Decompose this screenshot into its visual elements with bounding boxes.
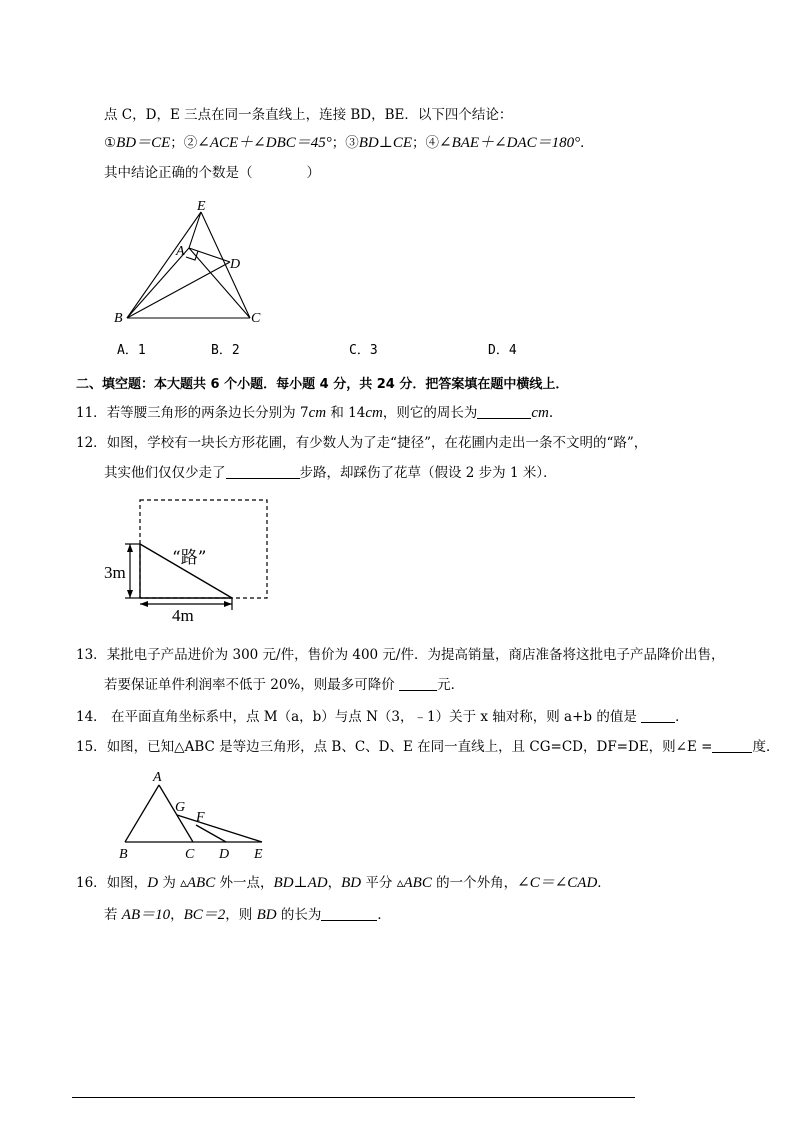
q10-m1: BD＝CE (116, 135, 171, 151)
fig10-label-C: C (251, 311, 261, 326)
q11-end: . (548, 405, 554, 421)
q13-text2-pre: 若要保证单件利润率不低于 20%，则最多可降价 (104, 677, 400, 693)
q13-text1: 某批电子产品进价为 300 元/件，售价为 400 元/件．为提高销量，商店准备将这批电子产品降价出售， (106, 647, 725, 663)
q11-mid: 和 14 (326, 405, 366, 421)
q10-option-b[interactable]: B．2 (211, 343, 240, 358)
section-heading: 二、填空题：本大题共 6 个小题．每小题 4 分，共 24 分．把答案填在题中横线上． (76, 377, 569, 392)
q11-pre: 若等腰三角形的两条边长分别为 7 (106, 405, 309, 421)
q16-t2h: ． (377, 907, 391, 923)
fig10-label-A: A (176, 244, 185, 259)
q10-circ3: ；③ (331, 135, 359, 151)
q16-t1b: D (147, 875, 159, 891)
q14-text-pre: 在平面直角坐标系中，点 M（a，b）与点 N（3，﹣1）关于 x 轴对称，则 a+b 的值是 (106, 709, 642, 725)
q16-t1e: 外一点， (215, 875, 274, 891)
q16-t2g: 的长为 (276, 907, 322, 923)
q10-text-line1: 点 C，D，E 三点在同一条直线上，连接 BD，BE．以下四个结论： (104, 107, 513, 123)
fig15-label-D: D (219, 847, 230, 862)
q16-t1k: 的一个外角， (431, 875, 518, 891)
fig15-label-G: G (175, 800, 186, 815)
fig10-label-B: B (114, 311, 123, 326)
q12-text2-post: 步路，却踩伤了花草（假设 2 步为 1 米）． (299, 465, 557, 481)
q15-num: 15． (76, 739, 107, 755)
fig15-label-E: E (254, 847, 263, 862)
q16-t2c: ， (170, 907, 184, 923)
fig15-label-B: B (119, 847, 128, 862)
fig10-label-E: E (197, 199, 206, 214)
q10-option-c[interactable]: C．3 (349, 343, 378, 358)
fig12-road-label: “路” (172, 548, 207, 568)
q10-circ4: ；④ (412, 135, 440, 151)
q11-post: ，则它的周长为 (382, 405, 478, 421)
fig15-label-C: C (185, 847, 195, 862)
q13-text2-post: 元． (437, 677, 465, 693)
q13-num: 13． (76, 647, 107, 663)
fig10-label-D: D (230, 257, 241, 272)
q16-t1c: 为 ▵ (158, 875, 187, 891)
q16-t1d: ABC (186, 875, 216, 891)
q16-answer-blank[interactable] (321, 906, 377, 921)
q10-m2: ∠ACE＋∠DBC＝45° (197, 135, 332, 151)
q11-unit3: cm (531, 405, 549, 421)
fig12-3m: 3m (104, 563, 126, 582)
footer-rule (72, 1097, 635, 1098)
q16-t2e: ，则 (225, 907, 257, 923)
q10-option-a[interactable]: A．1 (117, 343, 146, 358)
q12-num: 12． (76, 435, 107, 451)
fig15-label-F: F (196, 810, 205, 825)
q16-t2b: AB＝10 (121, 907, 171, 923)
q16-t1h: BD (341, 875, 362, 891)
q10-option-d[interactable]: D．4 (488, 343, 517, 358)
q10-circ1: ① (104, 135, 117, 151)
q16-t1a: 如图， (106, 875, 148, 891)
q16-t1l: ∠C＝∠CAD (517, 875, 598, 891)
q10-m4: ∠BAE＋∠DAC＝180° (439, 135, 581, 151)
q15-text-post: 度． (752, 739, 780, 755)
q14-text-post: ． (675, 709, 689, 725)
q16-t2f: BD (256, 907, 277, 923)
q12-text1: 如图，学校有一块长方形花圃，有少数人为了走“捷径”，在花圃内走出一条不文明的“路”， (106, 435, 648, 451)
fig12-4m: 4m (172, 606, 194, 625)
q12-text2-pre: 其实他们仅仅少走了 (104, 465, 226, 481)
q10-m3: BD⊥CE (358, 135, 413, 151)
q10-end: ． (580, 135, 594, 151)
q16-t2a: 若 (104, 907, 122, 923)
q16-num: 16． (76, 875, 107, 891)
q16-line2 (104, 906, 391, 924)
q11-unit1: cm (308, 405, 327, 421)
q14-num: 14． (76, 709, 107, 725)
q16-t1f: BD⊥AD (273, 875, 328, 891)
q10-text-line3: 其中结论正确的个数是（ ） (104, 165, 320, 181)
q16-line1 (76, 874, 611, 892)
q10-circ2: ；② (170, 135, 198, 151)
q16-t1j: ABC (403, 875, 432, 891)
q16-t1i: 平分 ▵ (361, 875, 404, 891)
q16-t1g: ， (327, 875, 342, 891)
q16-t1m: ． (597, 875, 611, 891)
q11-num: 11． (76, 405, 107, 421)
q15-text-pre: 如图，已知△ABC 是等边三角形，点 B、C、D、E 在同一直线上，且 CG=CD，DF=DE，则∠E = (106, 739, 713, 755)
q16-t2d: BC＝2 (183, 907, 226, 923)
fig15-label-A: A (153, 770, 162, 785)
q11-unit2: cm (365, 405, 383, 421)
